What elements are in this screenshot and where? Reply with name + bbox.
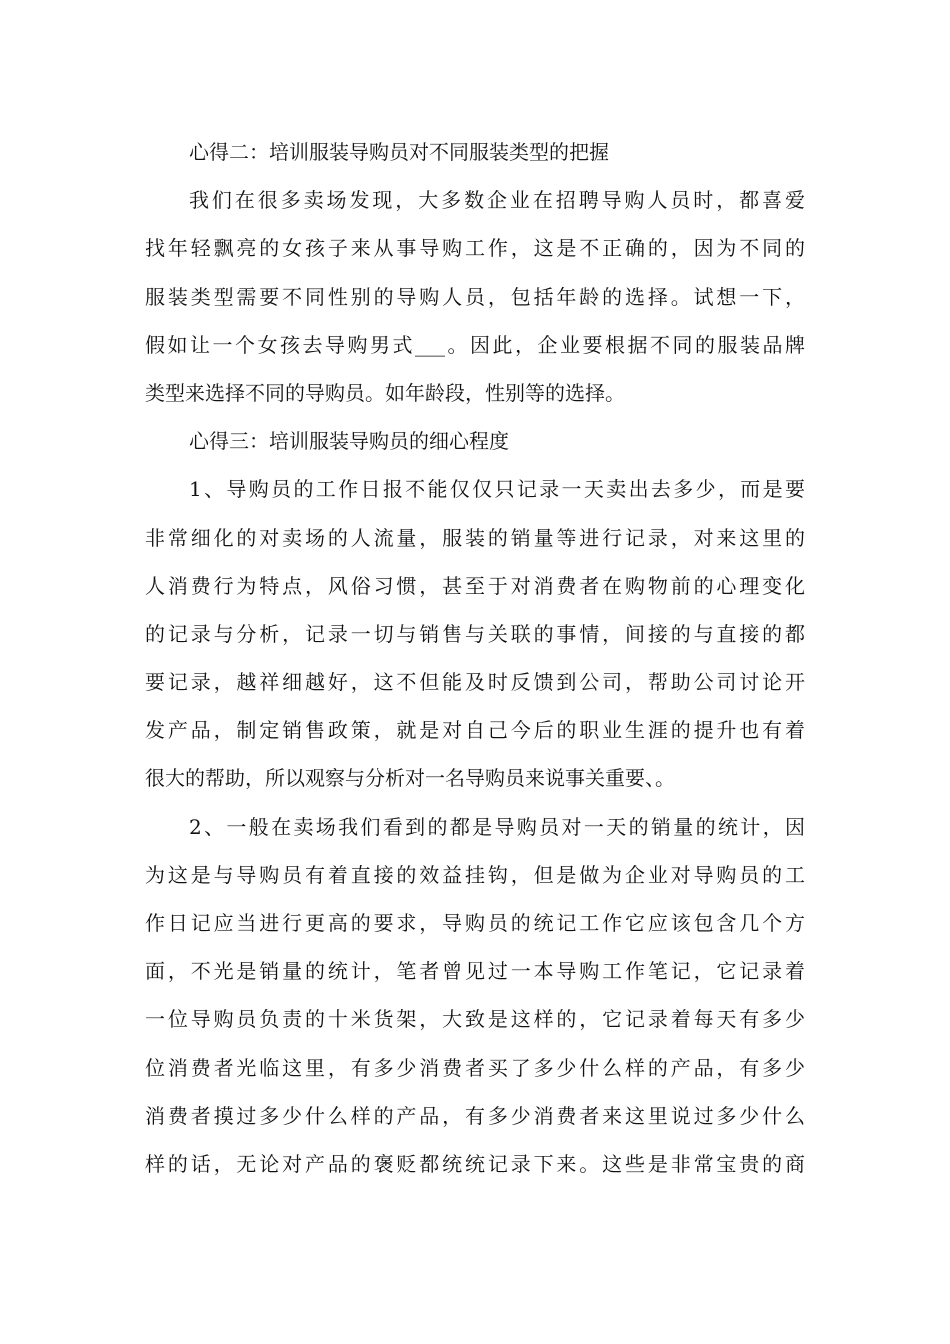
text-line: 2、一般在卖场我们看到的都是导购员对一天的销量的统计，因: [189, 814, 805, 839]
text-line: 位消费者光临这里，有多少消费者买了多少什么样的产品，有多少: [145, 1055, 805, 1080]
text-line: 一位导购员负责的十米货架，大致是这样的，它记录着每天有多少: [145, 1007, 805, 1032]
text-line: 假如让一个女孩去导购男式___。因此，企业要根据不同的服装品牌: [145, 332, 805, 357]
text-line: 样的话，无论对产品的褒贬都统统记录下来。这些是非常宝贵的商: [145, 1151, 805, 1176]
text-line: 作日记应当进行更高的要求，导购员的统记工作它应该包含几个方: [145, 911, 805, 935]
text-line: 心得三：培训服装导购员的细心程度: [189, 429, 509, 454]
text-line: 我们在很多卖场发现，大多数企业在招聘导购人员时，都喜爱: [189, 188, 805, 213]
document-page: [145, 128, 805, 1188]
text-line: 找年轻飘亮的女孩子来从事导购工作，这是不正确的，因为不同的: [145, 236, 805, 261]
text-line: 类型来选择不同的导购员。如年龄段，性别等的选择。: [145, 380, 625, 405]
text-line: 面，不光是销量的统计，笔者曾见过一本导购工作笔记，它记录着: [145, 959, 805, 984]
text-line: 的记录与分析，记录一切与销售与关联的事情，间接的与直接的都: [145, 621, 805, 646]
text-line: 消费者摸过多少什么样的产品，有多少消费者来这里说过多少什么: [145, 1103, 805, 1128]
text-line: 非常细化的对卖场的人流量，服装的销量等进行记录，对来这里的: [145, 525, 805, 550]
text-line: 服装类型需要不同性别的导购人员，包括年龄的选择。试想一下，: [145, 284, 805, 309]
text-line: 1、导购员的工作日报不能仅仅只记录一天卖出去多少，而是要: [189, 477, 805, 502]
text-line: 人消费行为特点，风俗习惯，甚至于对消费者在购物前的心理变化: [145, 573, 805, 598]
text-line: 要记录，越祥细越好，这不但能及时反馈到公司，帮助公司讨论开: [145, 670, 805, 695]
text-line: 为这是与导购员有着直接的效益挂钩，但是做为企业对导购员的工: [145, 862, 805, 887]
text-line: 心得二：培训服装导购员对不同服装类型的把握: [189, 140, 609, 164]
text-line: 发产品，制定销售政策，就是对自己今后的职业生涯的提升也有着: [145, 718, 805, 743]
text-line: 很大的帮助，所以观察与分析对一名导购员来说事关重要、。: [145, 766, 675, 791]
